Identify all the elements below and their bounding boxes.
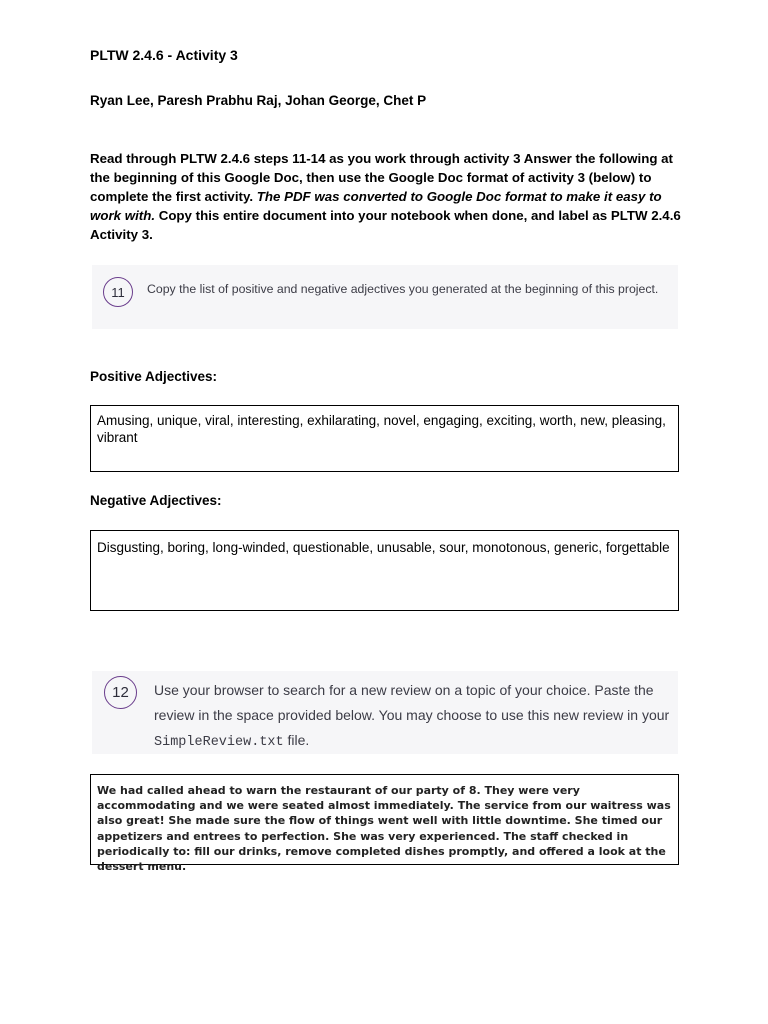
instructions-italic-note: The PDF was converted to Google Doc format to make it easy to work with.	[90, 189, 662, 223]
positive-adjectives-label: Positive Adjectives:	[90, 369, 218, 384]
negative-adjectives-label: Negative Adjectives:	[90, 493, 222, 508]
instructions-text-part1: Read through PLTW 2.4.6 steps 11-14 as you work through activity 3 Answer the following at the beginning of this Google Doc, then use the Google Doc format of activity 3 (below) to complete the first activity.	[90, 151, 673, 204]
step-number-badge: 11	[103, 277, 133, 307]
step-12-text-before: Use your browser to search for a new review on a topic of your choice. Paste the review in the space provided below. You may choose to use this new review in your	[154, 682, 670, 723]
negative-adjectives-box[interactable]: Disgusting, boring, long-winded, questionable, unusable, sour, monotonous, generic, forgettable	[90, 530, 679, 611]
document-title: PLTW 2.4.6 - Activity 3	[90, 47, 238, 63]
positive-adjectives-box[interactable]: Amusing, unique, viral, interesting, exhilarating, novel, engaging, exciting, worth, new, pleasing, vibrant	[90, 405, 679, 472]
step-11-card	[92, 265, 678, 329]
instructions-paragraph	[90, 149, 690, 244]
step-11-text: Copy the list of positive and negative adjectives you generated at the beginning of this project.	[147, 282, 659, 296]
instructions-text-part2: Copy this entire document into your notebook when done, and label as PLTW 2.4.6 Activity 3.	[90, 208, 681, 242]
step-12-text	[154, 678, 674, 755]
step-12-card	[92, 671, 678, 754]
step-12-text-after: file.	[283, 732, 310, 748]
review-text-box[interactable]: We had called ahead to warn the restaurant of our party of 8. They were very accommodating and we were seated almost immediately. The service from our waitress was also great! She made sure the flow of things went well with little downtime. She timed our appetizers and entrees to perfection. She was very experienced. The staff checked in periodically to: fill our drinks, remove completed dishes promptly, and offered a look at the dessert menu.	[90, 774, 679, 865]
filename-code: SimpleReview.txt	[154, 735, 284, 750]
authors-line: Ryan Lee, Paresh Prabhu Raj, Johan George, Chet P	[90, 93, 427, 108]
step-number-badge: 12	[104, 676, 137, 709]
